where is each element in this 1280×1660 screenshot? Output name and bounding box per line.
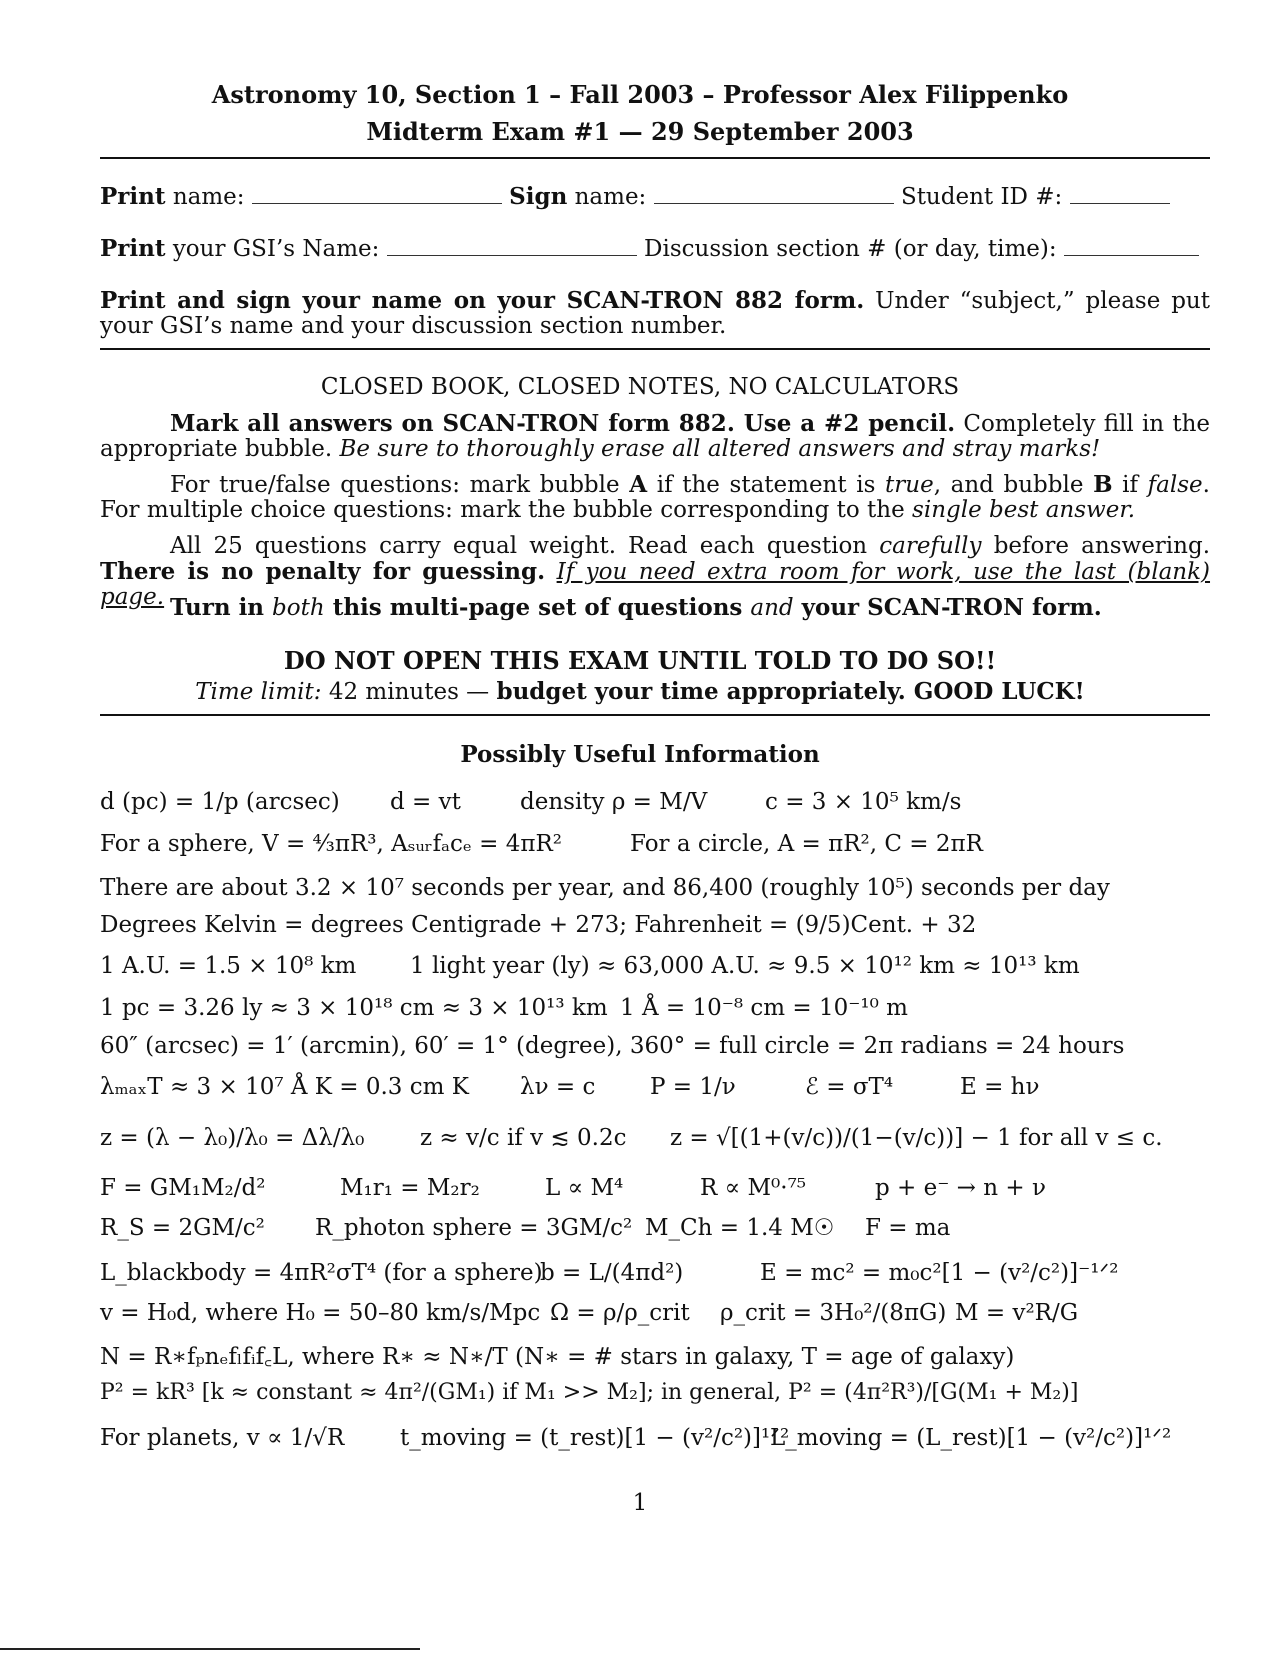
sign-name-field[interactable] [654,203,894,204]
formula-row-11 [100,1215,950,1241]
closed-book-notice: CLOSED BOOK, CLOSED NOTES, NO CALCULATORS [320,374,960,400]
q-no-penalty: There is no penalty for guessing. [100,558,546,585]
formula: R_S = 2GM/c² [100,1215,265,1241]
mark-answers-paragraph [100,411,1210,462]
discussion-label: Discussion section # (or day, time): [644,236,1057,262]
formula-row-3: There are about 3.2 × 10⁷ seconds per year, and 86,400 (roughly 10⁵) seconds per day [100,875,1110,901]
formula: λν = c [520,1074,596,1100]
divider [100,714,1210,716]
formula: E = hν [960,1074,1040,1100]
turn-text: this multi-page set of questions [324,594,751,621]
time-limit-label: Time limit: [195,679,322,705]
gsi-name-field[interactable] [387,255,637,256]
formula-row-1 [100,789,961,815]
formula: F = ma [865,1215,951,1241]
true-false-paragraph [100,472,1210,523]
formula: L_blackbody = 4πR²σT⁴ (for a sphere) [100,1260,543,1286]
turn-and: and [750,595,794,621]
formula-row-14: N = R∗fₚnₑfₗfᵢf꜀L, where R∗ ≈ N∗/T (N∗ = # stars in galaxy, T = age of galaxy) [100,1344,1015,1370]
formula: z ≈ v/c if v ≲ 0.2c [420,1125,627,1151]
sign-name-label: name: [574,184,647,210]
exam-title: Astronomy 10, Section 1 – Fall 2003 – Professor Alex Filippenko [211,80,1069,109]
tf-false: false [1147,472,1203,498]
formula-row-15: P² = kR³ [k ≈ constant ≈ 4π²/(GM₁) if M₁ >> M₂]; in general, P² = (4π²R³)/[G(M₁ + M₂)] [100,1380,1079,1405]
formula: F = GM₁M₂/d² [100,1175,266,1201]
formula: b = L/(4πd²) [540,1260,684,1286]
formula-row-4: Degrees Kelvin = degrees Centigrade + 273; Fahrenheit = (9/5)Cent. + 32 [100,912,977,938]
scantron-note-bold: Print and sign your name on your SCAN-TRON 882 form. [100,287,865,314]
good-luck: budget your time appropriately. GOOD LUCK! [496,678,1085,705]
formula: ρ_crit = 3H₀²/(8πG) [720,1300,947,1326]
formula: z = √[(1+(v/c))/(1−(v/c))] − 1 for all v ≤ c. [670,1125,1163,1151]
do-not-open-warning: DO NOT OPEN THIS EXAM UNTIL TOLD TO DO SO!! [283,646,997,675]
formula-row-10 [100,1175,1046,1201]
tf-single-best: single best answer. [912,497,1136,523]
mark-bold: Mark all answers on SCAN-TRON form 882. Use a #2 pencil. [170,410,956,437]
formula: Ω = ρ/ρ_crit [550,1300,690,1326]
formula: L ∝ M⁴ [545,1175,624,1201]
formula-row-13 [100,1300,1078,1326]
formula-row-9 [100,1125,1163,1151]
formula: ℰ = σT⁴ [805,1074,894,1100]
tf-true: true [885,472,934,498]
scantron-note [100,288,1210,339]
page-number: 1 [632,1490,648,1516]
divider [100,348,1210,350]
tf-text: . For multiple choice questions: mark the bubble corresponding to the [100,472,1210,523]
tf-text: if [1112,472,1148,498]
formula: 1 A.U. = 1.5 × 10⁸ km [100,953,357,979]
print-label: Print [100,183,166,210]
name-fields-row [100,183,1210,210]
formula: 1 light year (ly) ≈ 63,000 A.U. ≈ 9.5 × 10¹² km ≈ 10¹³ km [410,953,1080,979]
formula: M₁r₁ = M₂r₂ [340,1175,480,1201]
tf-text: For true/false questions: mark bubble [170,472,630,498]
formula: For a sphere, V = ⁴⁄₃πR³, Aₛᵤᵣfₐcₑ = 4πR² [100,831,562,857]
student-id-field[interactable] [1070,203,1170,204]
formula: d (pc) = 1/p (arcsec) [100,789,340,815]
formula-row-2 [100,831,983,857]
formula: For a circle, A = πR², C = 2πR [630,831,983,857]
formula: R ∝ M⁰·⁷⁵ [700,1175,807,1201]
useful-info-heading: Possibly Useful Information [460,741,820,768]
tf-text: if the statement is [647,472,886,498]
tf-text: , and bubble [933,472,1094,498]
q-text: before answering. [981,533,1211,559]
formula: t_moving = (t_rest)[1 − (v²/c²)]¹ᐟ² [400,1425,790,1451]
gsi-name-label: your GSI’s Name: [172,236,380,262]
formula: density ρ = M/V [520,789,708,815]
print-name-field[interactable] [252,203,502,204]
turn-text: your SCAN-TRON form. [793,594,1102,621]
formula: λₘₐₓT ≈ 3 × 10⁷ Å K = 0.3 cm K [100,1074,469,1100]
sign-label: Sign [509,183,568,210]
formula: z = (λ − λ₀)/λ₀ = Δλ/λ₀ [100,1125,365,1151]
turn-text: Turn in [170,594,273,621]
scan-edge-mark [0,1648,420,1650]
formula: 1 pc = 3.26 ly ≈ 3 × 10¹⁸ cm ≈ 3 × 10¹³ km [100,995,608,1021]
print-name-label: name: [172,184,245,210]
q-text [545,559,556,585]
formula: v = H₀d, where H₀ = 50–80 km/s/Mpc [100,1300,541,1326]
formula: R_photon sphere = 3GM/c² [315,1215,633,1241]
tf-bubble-b: B [1093,471,1113,498]
student-id-label: Student ID #: [900,184,1063,210]
divider [100,157,1210,159]
formula: For planets, v ∝ 1/√R [100,1425,345,1451]
formula: L_moving = (L_rest)[1 − (v²/c²)]¹ᐟ² [770,1425,1172,1451]
formula: 1 Å = 10⁻⁸ cm = 10⁻¹⁰ m [620,995,908,1021]
scantron-note-rest: Under “subject,” please put your GSI’s name and your discussion section number. [100,288,1210,339]
mark-italic: Be sure to thoroughly erase all altered answers and stray marks! [339,436,1101,462]
gsi-print-label: Print [100,235,166,262]
turn-in-line [170,594,1102,621]
formula-row-5 [100,953,1080,979]
formula: M = v²R/G [955,1300,1079,1326]
gsi-fields-row [100,235,1199,262]
discussion-field[interactable] [1064,255,1199,256]
q-carefully: carefully [879,533,982,559]
time-limit-value: 42 minutes — [321,679,497,705]
turn-both: both [272,595,325,621]
formula: d = vt [390,789,461,815]
exam-subtitle: Midterm Exam #1 — 29 September 2003 [366,117,914,146]
formula-row-6 [100,995,908,1021]
mark-rest: Completely fill in the appropriate bubble. [100,411,1210,462]
formula-row-7: 60″ (arcsec) = 1′ (arcmin), 60′ = 1° (degree), 360° = full circle = 2π radians = 24 hours [100,1033,1125,1059]
formula-row-8 [100,1074,1039,1100]
time-limit-line [0,678,1280,705]
q-extra-room: If you need extra room for work, use the last (blank) page. [100,559,1211,610]
formula: c = 3 × 10⁵ km/s [765,789,962,815]
formula: E = mc² = m₀c²[1 − (v²/c²)]⁻¹ᐟ² [760,1260,1119,1286]
formula: p + e⁻ → n + ν [875,1175,1046,1201]
formula-row-16 [100,1425,1171,1451]
formula-row-12 [100,1260,1118,1286]
formula: P = 1/ν [650,1074,736,1100]
q-text: All 25 questions carry equal weight. Read each question [170,533,880,559]
formula: M_Ch = 1.4 M☉ [645,1215,835,1241]
tf-bubble-a: A [629,471,648,498]
